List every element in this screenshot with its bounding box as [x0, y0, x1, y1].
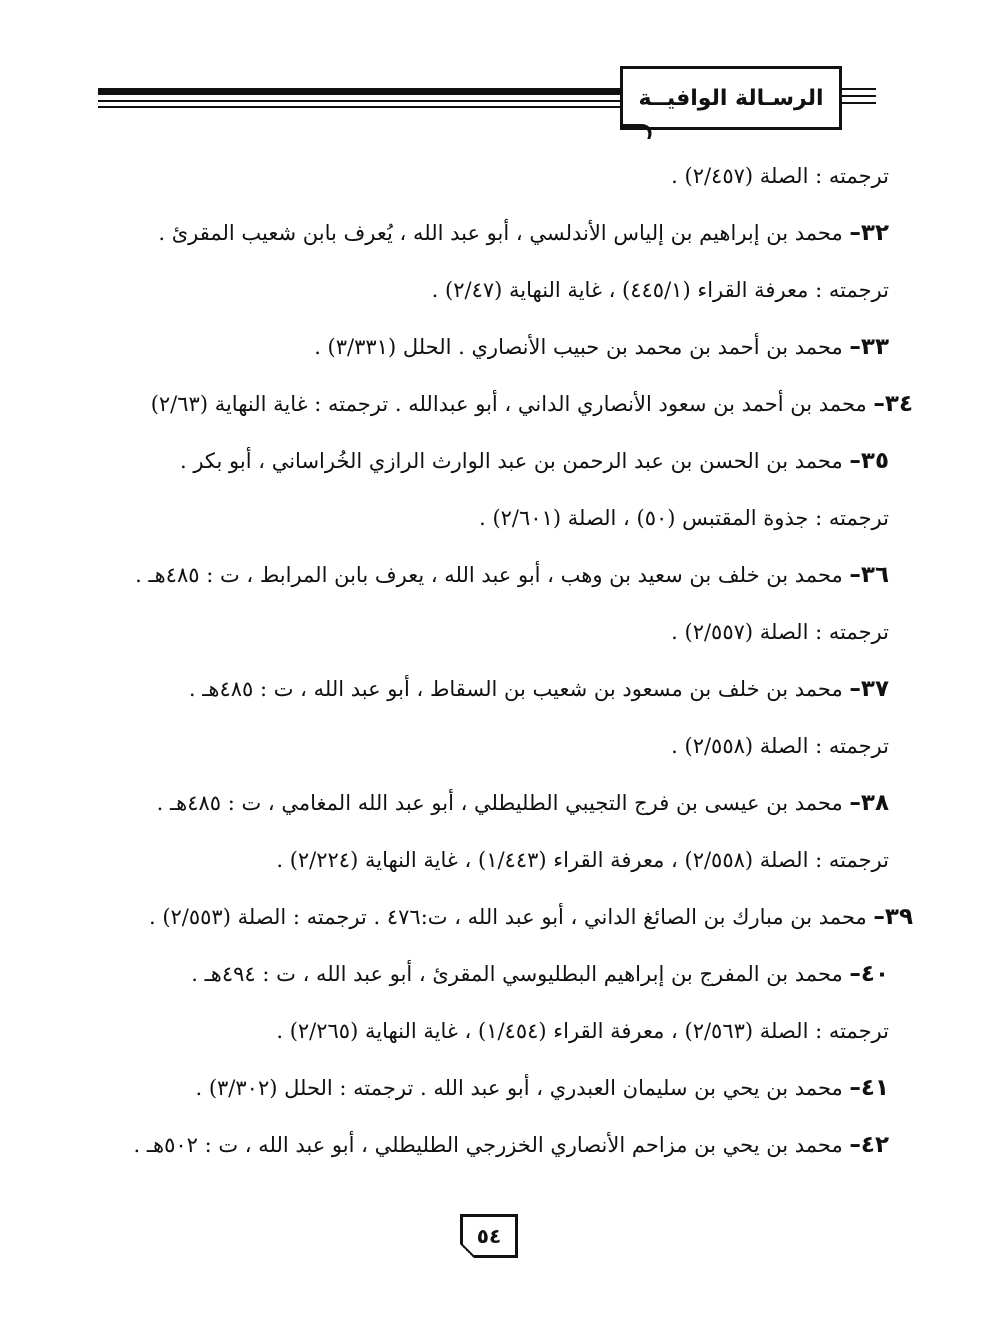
entry-line: ترجمته : الصلة (٢/٥٦٣) ، معرفة القراء (١/٤٥٤) ، غاية النهاية (٢/٢٦٥) .	[276, 1019, 889, 1043]
entry-line: ترجمته : الصلة (٢/٥٥٧) .	[671, 620, 889, 644]
header-rule-thick	[98, 88, 620, 95]
entry-line: ترجمته : الصلة (٢/٤٥٧) .	[671, 164, 889, 188]
entry-line: ٣٤– محمد بن أحمد بن سعود الأنصاري الداني ، أبو عبدالله . ترجمته : غاية النهاية (٢/٦٣)	[150, 391, 913, 417]
header-rule-right	[842, 102, 876, 104]
header-rule-right	[842, 95, 876, 97]
entry-line: ٣٥– محمد بن الحسن بن عبد الرحمن بن عبد الوارث الرازي الخُراساني ، أبو بكر .	[179, 448, 889, 474]
entry-line: ٣٨– محمد بن عيسى بن فرج التجيبي الطليطلي ، أبو عبد الله المغامي ، ت : ٤٨٥هـ .	[156, 790, 889, 816]
entry-line: ترجمته : جذوة المقتبس (٥٠) ، الصلة (٢/٦٠١) .	[479, 506, 889, 530]
entry-line: ٤٠– محمد بن المفرج بن إبراهيم البطليوسي المقرئ ، أبو عبد الله ، ت : ٤٩٤هـ .	[191, 961, 889, 987]
header-title: الرسـالة الوافيــة	[620, 66, 842, 130]
page-number: ٥٤	[460, 1214, 518, 1258]
entry-line: ٣٩– محمد بن مبارك بن الصائغ الداني ، أبو عبد الله ، ت:٤٧٦ . ترجمته : الصلة (٢/٥٥٣) .	[148, 904, 913, 930]
entry-line: ٣٢– محمد بن إبراهيم بن إلياس الأندلسي ، أبو عبد الله ، يُعرف بابن شعيب المقرئ .	[158, 220, 889, 246]
entry-line: ٣٣– محمد بن أحمد بن محمد بن حبيب الأنصاري . الحلل (٣/٣٣١) .	[314, 334, 889, 360]
entry-line: ترجمته : معرفة القراء (٤٤٥/١) ، غاية النهاية (٢/٤٧) .	[431, 278, 889, 302]
header-rule-thin	[98, 100, 620, 102]
entry-line: ترجمته : الصلة (٢/٥٥٨) .	[671, 734, 889, 758]
entry-line: ٣٧– محمد بن خلف بن مسعود بن شعيب بن السقاط ، أبو عبد الله ، ت : ٤٨٥هـ .	[188, 676, 889, 702]
header-rule-right	[842, 88, 876, 90]
entry-line: ترجمته : الصلة (٢/٥٥٨) ، معرفة القراء (١/٤٤٣) ، غاية النهاية (٢/٢٢٤) .	[276, 848, 889, 872]
entry-line: ٤٢– محمد بن يحي بن مزاحم الأنصاري الخزرجي الطليطلي ، أبو عبد الله ، ت : ٥٠٢هـ .	[133, 1132, 889, 1158]
header-rule-thin	[98, 106, 620, 108]
entry-line: ٤١– محمد بن يحي بن سليمان العبدري ، أبو عبد الله . ترجمته : الحلل (٣/٣٠٢) .	[195, 1075, 889, 1101]
entry-line: ٣٦– محمد بن خلف بن سعيد بن وهب ، أبو عبد الله ، يعرف بابن المرابط ، ت : ٤٨٥هـ .	[135, 562, 889, 588]
entries-list	[133, 148, 913, 1174]
